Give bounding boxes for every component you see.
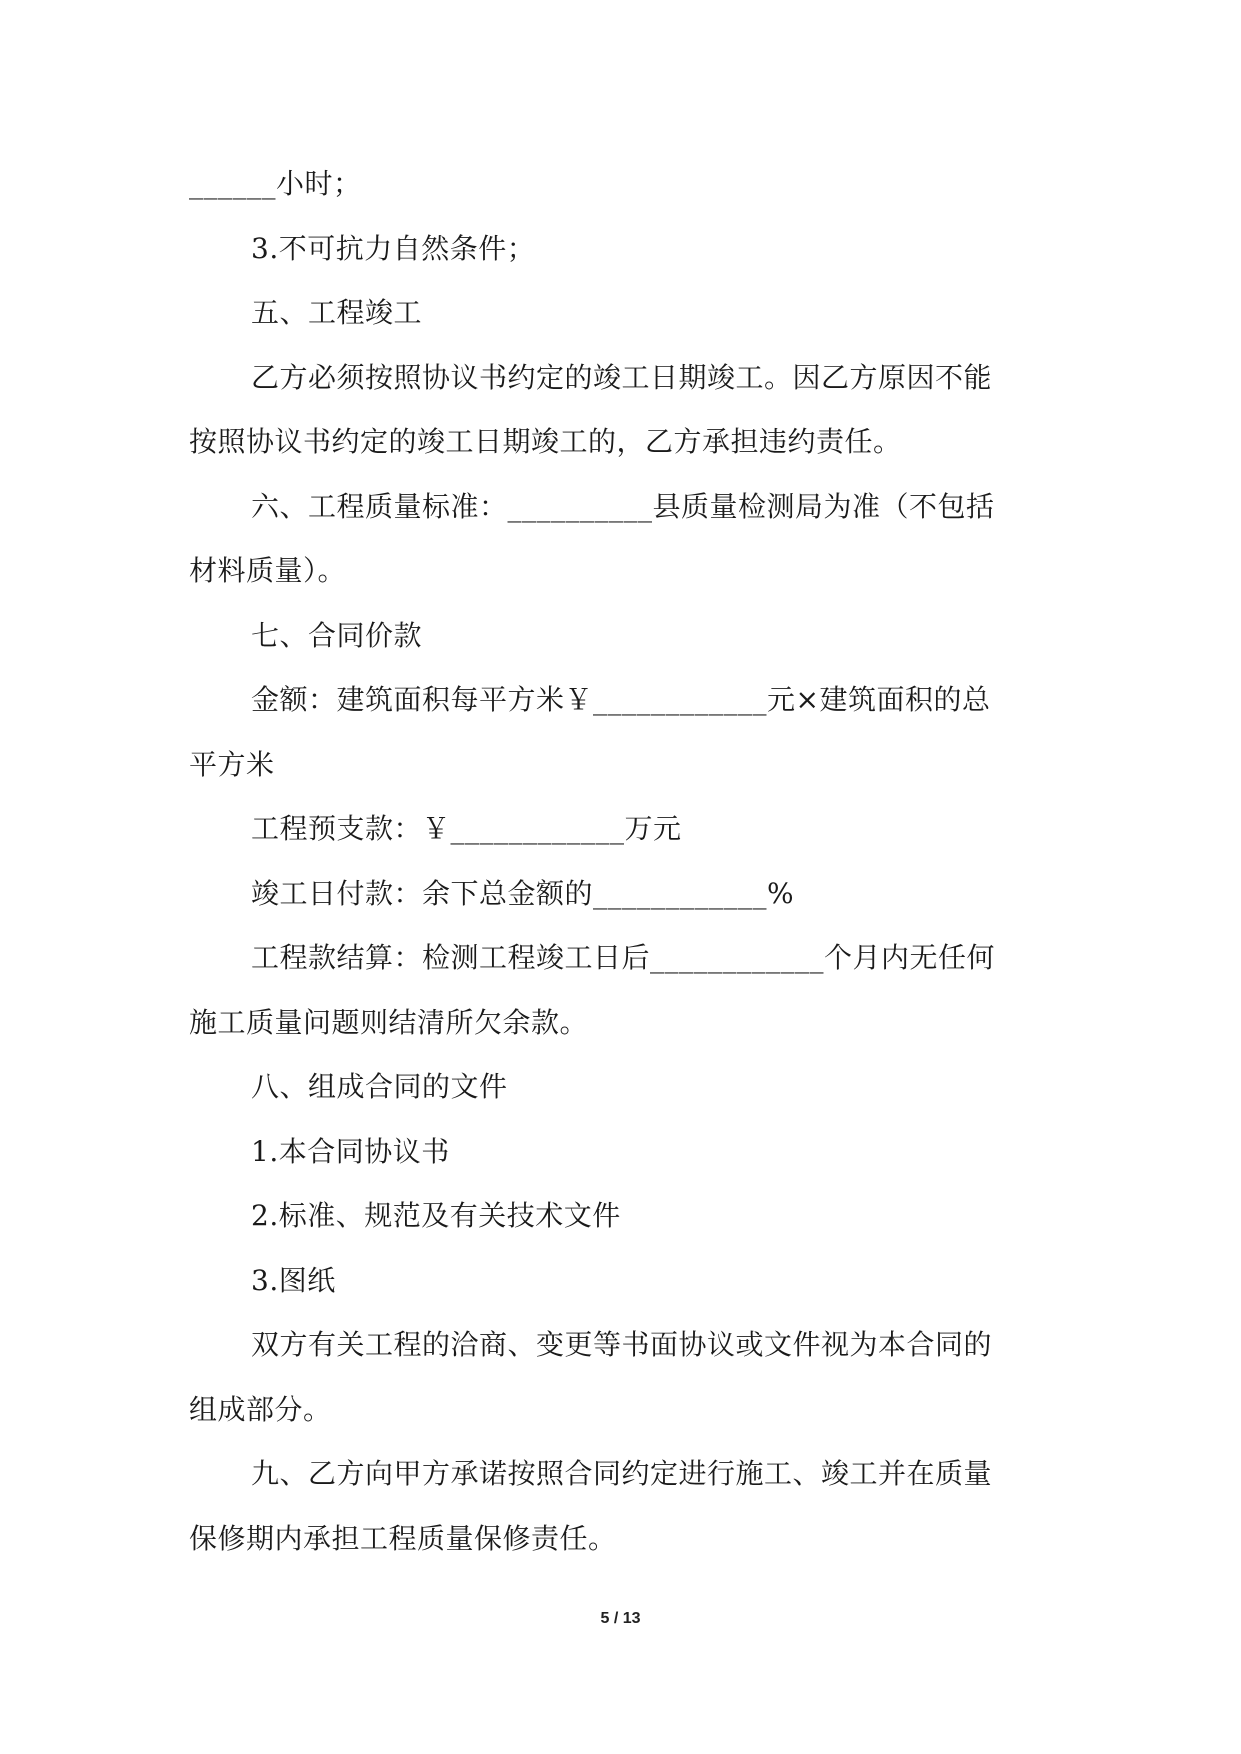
text-line-13: 工程款结算：检测工程竣工日后____________个月内无任何 xyxy=(251,941,996,974)
document-body xyxy=(189,152,1059,1571)
section-heading-documents: 八、组成合同的文件 xyxy=(251,1070,508,1103)
text-line-12: 竣工日付款：余下总金额的____________% xyxy=(251,876,795,910)
text-line-7: 材料质量）。 xyxy=(189,554,347,587)
text-line-16: 1.本合同协议书 xyxy=(251,1134,450,1168)
text-line-11: 工程预支款：￥____________万元 xyxy=(251,812,682,845)
text-line-1: ______小时； xyxy=(189,167,362,200)
text-line-2: 3.不可抗力自然条件； xyxy=(251,231,536,265)
text-line-17: 2.标准、规范及有关技术文件 xyxy=(251,1199,621,1232)
text-line-19: 双方有关工程的洽商、变更等书面协议或文件视为本合同的 xyxy=(251,1328,993,1361)
text-line-20: 组成部分。 xyxy=(189,1392,332,1426)
section-heading-quality: 六、工程质量标准：__________县质量检测局为准（不包括 xyxy=(251,489,995,523)
section-heading-completion: 五、工程竣工 xyxy=(251,296,423,329)
section-heading-warranty: 九、乙方向甲方承诺按照合同约定进行施工、竣工并在质量 xyxy=(251,1457,993,1490)
section-heading-price: 七、合同价款 xyxy=(251,618,423,652)
text-line-4: 乙方必须按照协议书约定的竣工日期竣工。因乙方原因不能 xyxy=(251,360,993,394)
text-line-5: 按照协议书约定的竣工日期竣工的，乙方承担违约责任。 xyxy=(189,425,902,458)
text-line-14: 施工质量问题则结清所欠余款。 xyxy=(189,1005,589,1039)
page-number: 5 / 13 xyxy=(600,1610,641,1627)
text-line-10: 平方米 xyxy=(189,747,275,781)
text-line-9: 金额：建筑面积每平方米￥____________元×建筑面积的总 xyxy=(251,683,991,716)
text-line-18: 3.图纸 xyxy=(251,1263,336,1297)
text-line-22: 保修期内承担工程质量保修责任。 xyxy=(189,1521,617,1555)
